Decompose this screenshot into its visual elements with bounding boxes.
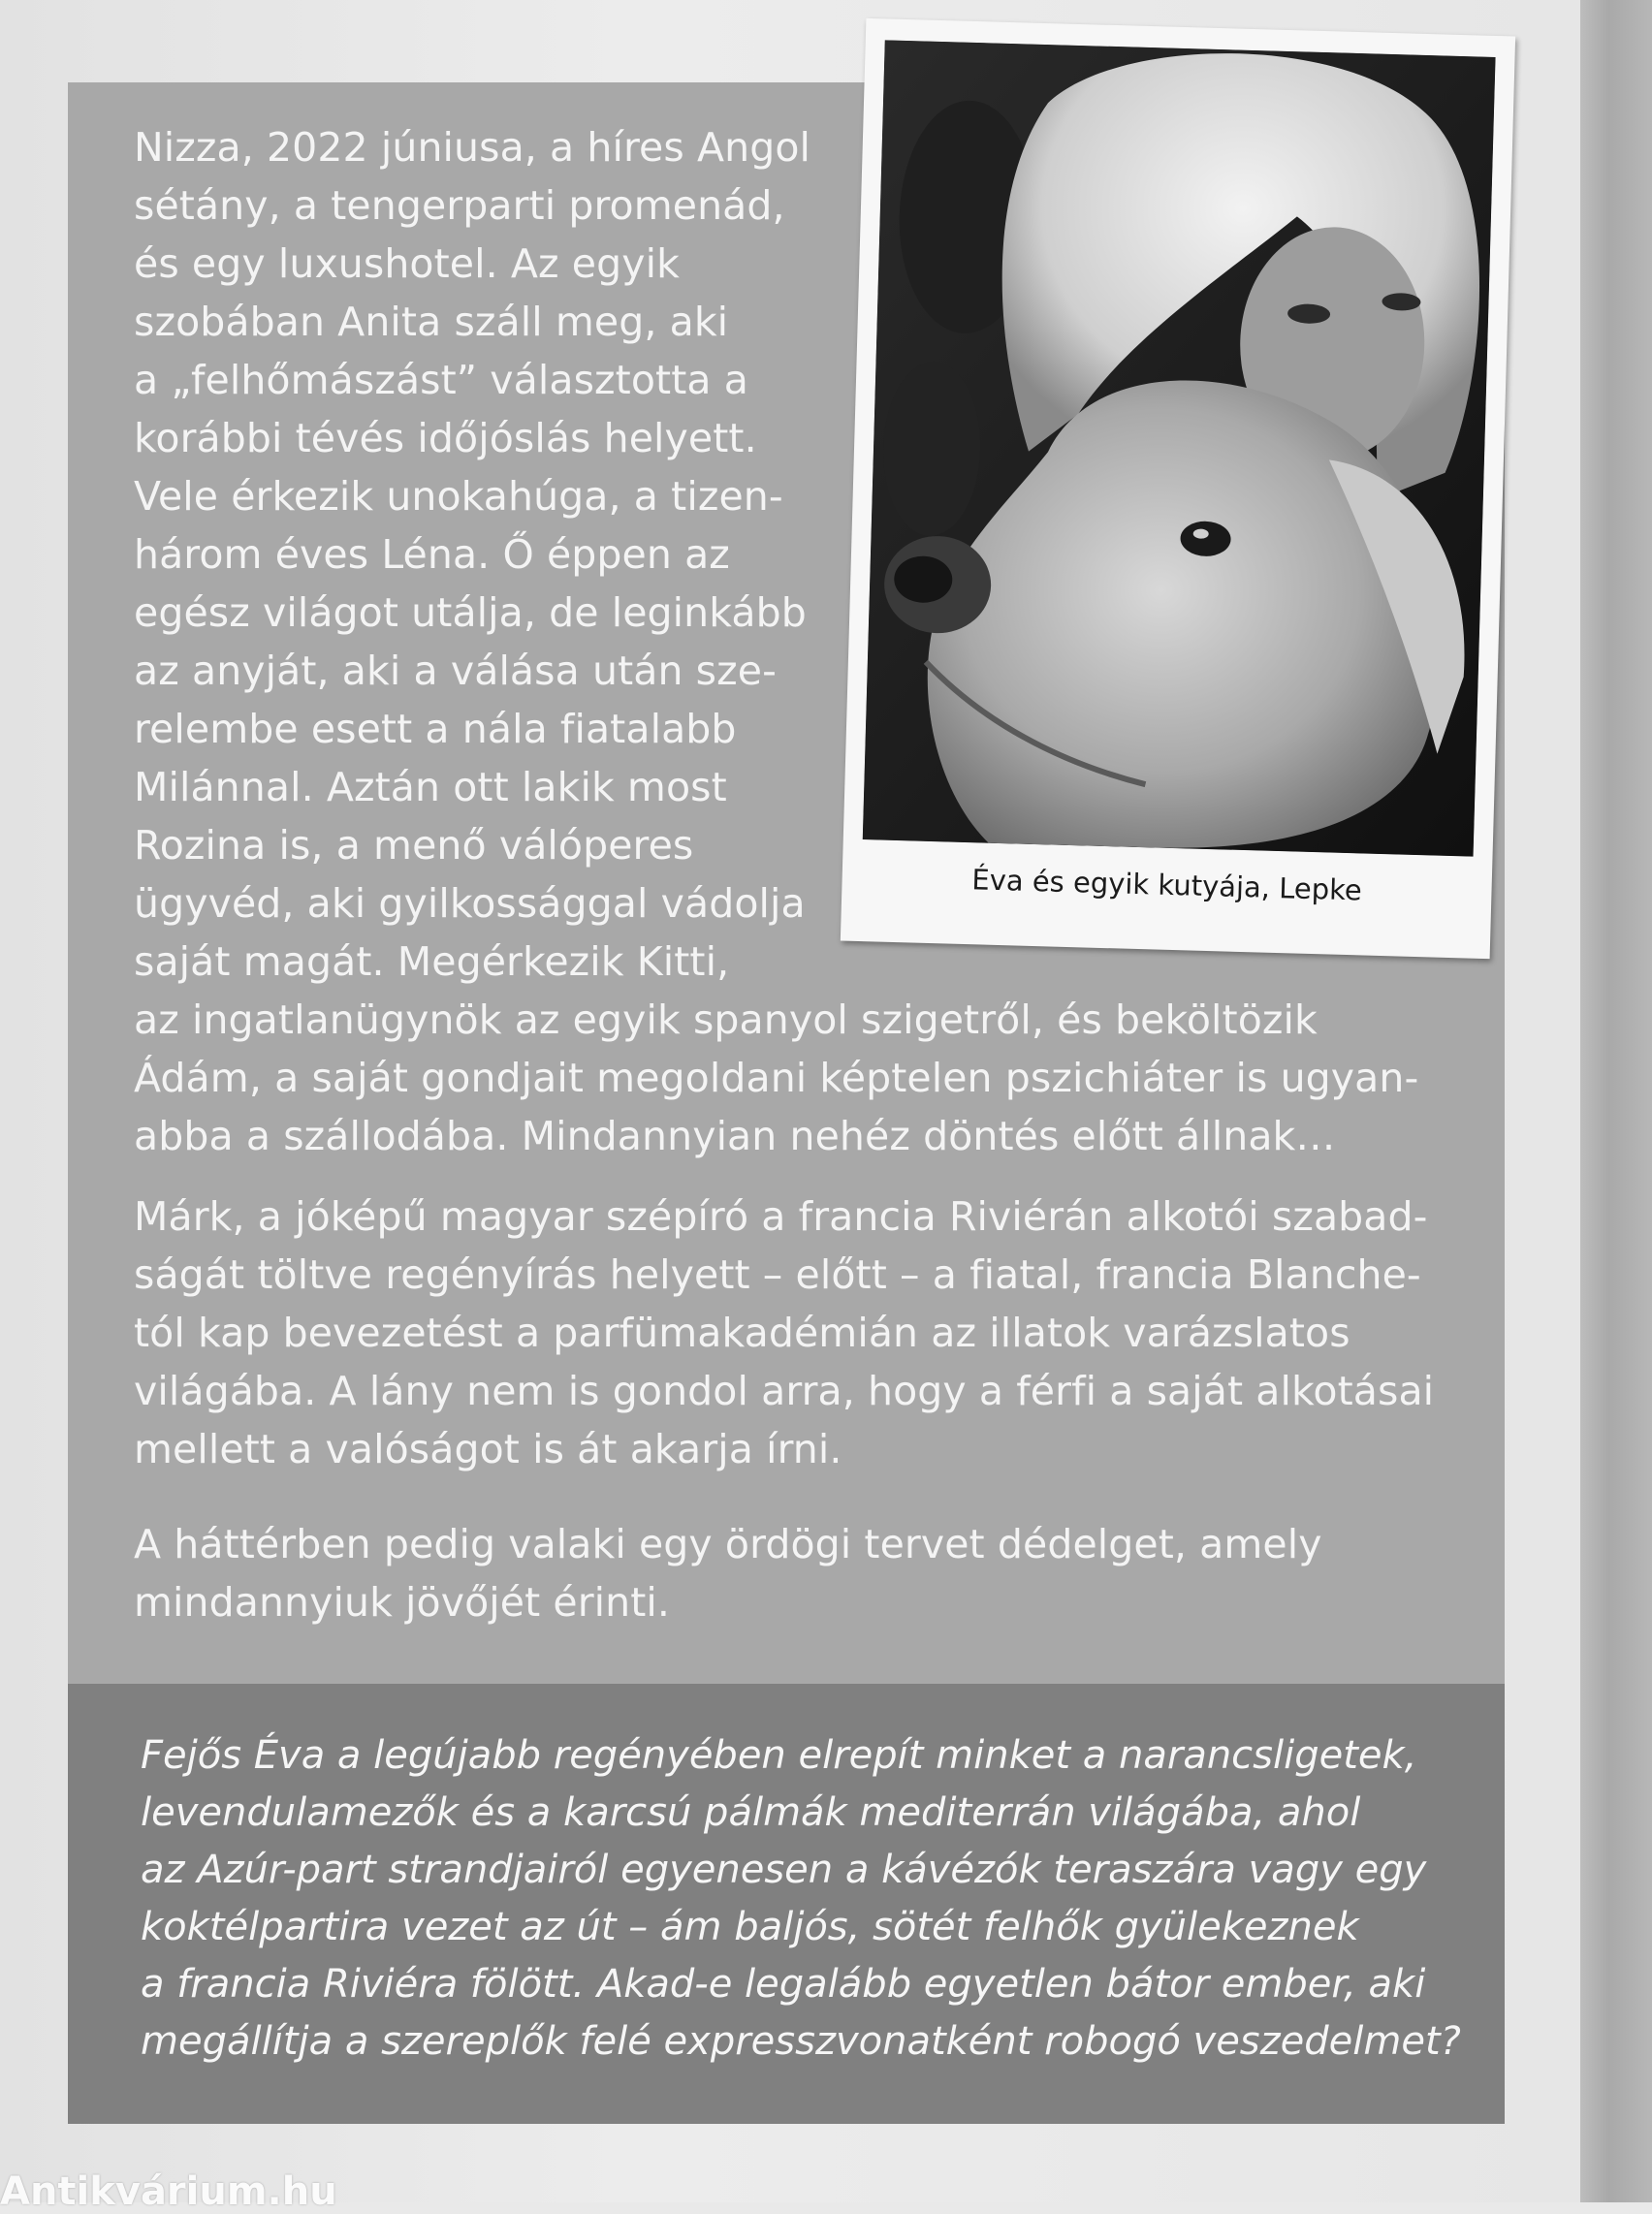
text-line: levendulamezők és a karcsú pálmák mediterrán világába, ahol <box>141 1790 1361 1835</box>
text-line: Vele érkezik unokahúga, a tizen- <box>134 473 783 520</box>
text-line: Rozina is, a menő válóperes <box>134 822 694 869</box>
text-line: tól kap bevezetést a parfümakadémián az illatok varázslatos <box>134 1310 1350 1356</box>
text-line: világába. A lány nem is gondol arra, hogy a férfi a saját alkotásai <box>134 1368 1435 1414</box>
text-line: az ingatlanügynök az egyik spanyol szigetről, és beköltözik <box>134 996 1318 1043</box>
author-photo-card <box>841 18 1515 959</box>
text-line: az anyját, aki a válása után sze- <box>134 648 777 694</box>
text-line: abba a szállodába. Mindannyian nehéz döntés előtt állnak… <box>134 1113 1336 1159</box>
text-line: relembe esett a nála fiatalabb <box>134 706 737 752</box>
text-line: sétány, a tengerparti promenád, <box>134 182 785 229</box>
photo-caption: Éva és egyik kutyája, Lepke <box>970 863 1363 907</box>
text-line: Ádám, a saját gondjait megoldani képtelen pszichiáter is ugyan- <box>134 1055 1419 1101</box>
text-line: koktélpartira vezet az út – ám baljós, sötét felhők gyülekeznek <box>141 1905 1359 1949</box>
text-line: ügyvéd, aki gyilkossággal vádolja <box>134 880 806 927</box>
text-line: saját magát. Megérkezik Kitti, <box>134 938 730 985</box>
text-line: Fejős Éva a legújabb regényében elrepít minket a narancsligetek, <box>141 1733 1417 1778</box>
text-line: megállítja a szereplők felé expresszvonatként robogó veszedelmet? <box>141 2019 1461 2064</box>
photo-illustration <box>863 40 1496 856</box>
text-line: korábbi tévés időjóslás helyett. <box>134 415 757 461</box>
text-line: Nizza, 2022 júniusa, a híres Angol <box>134 124 810 171</box>
site-watermark: Antikvárium.hu <box>0 2169 337 2214</box>
book-spine-edge <box>1580 0 1652 2202</box>
text-line: mindannyiuk jövőjét érinti. <box>134 1579 671 1626</box>
blurb-paragraph-3 <box>134 1515 1472 1631</box>
blurb-paragraph-2 <box>134 1187 1472 1478</box>
text-line: Márk, a jóképű magyar szépíró a francia Riviérán alkotói szabad- <box>134 1193 1428 1240</box>
text-line: és egy luxushotel. Az egyik <box>134 240 680 287</box>
text-line: az Azúr-part strandjairól egyenesen a kávézók teraszára vagy egy <box>141 1848 1427 1892</box>
text-line: Milánnal. Aztán ott lakik most <box>134 764 727 810</box>
author-teaser-paragraph <box>141 1727 1469 2071</box>
text-line: mellett a valóságot is át akarja írni. <box>134 1426 842 1472</box>
author-with-dog-photo <box>863 40 1496 856</box>
text-line: szobában Anita száll meg, aki <box>134 299 729 345</box>
text-line: három éves Léna. Ő éppen az <box>134 531 730 578</box>
text-line: A háttérben pedig valaki egy ördögi tervet dédelget, amely <box>134 1521 1322 1567</box>
text-line: a francia Riviéra fölött. Akad-e legalább egyetlen bátor ember, aki <box>141 1962 1426 2007</box>
text-line: a „felhőmászást” választotta a <box>134 357 748 403</box>
text-line: ságát töltve regényírás helyett – előtt – a fiatal, francia Blanche- <box>134 1251 1421 1298</box>
text-line: egész világot utálja, de leginkább <box>134 589 807 636</box>
